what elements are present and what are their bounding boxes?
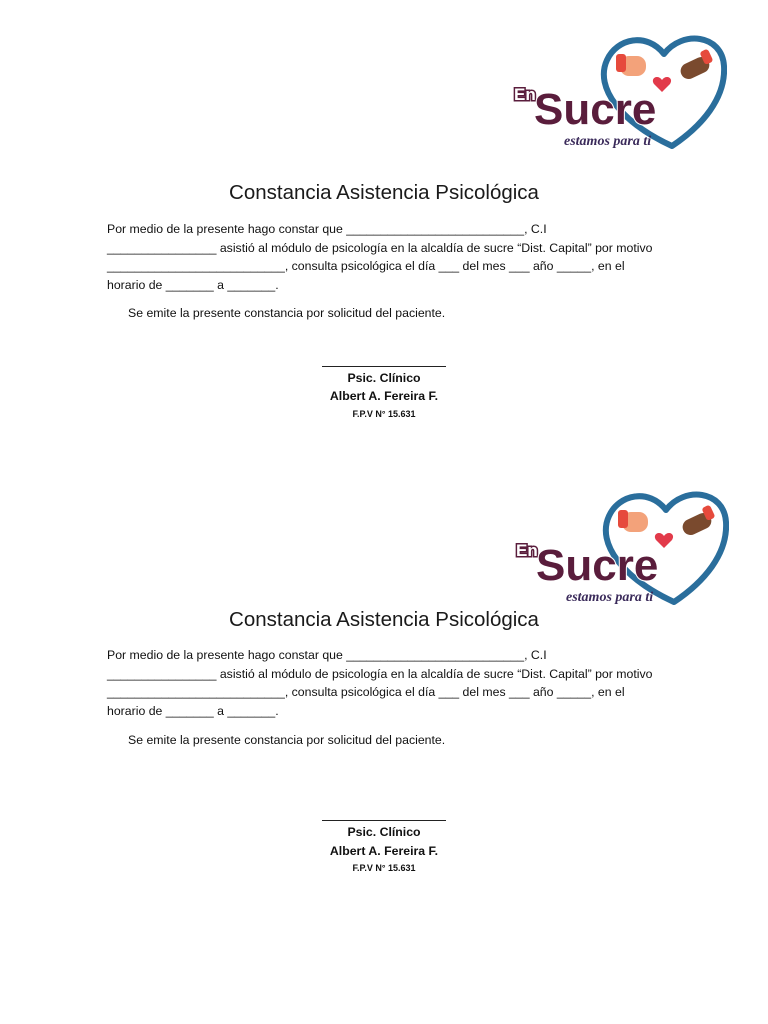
- body-line: Por medio de la presente hago constar que __________________________, C.I: [107, 648, 547, 662]
- body-line: horario de _______ a _______.: [107, 704, 279, 719]
- certificate-body: [107, 646, 661, 721]
- issued-note: Se emite la presente constancia por solicitud del paciente.: [128, 306, 446, 320]
- body-line: __________________________, consulta psicológica el día ___ del mes ___ año _____, en el: [107, 259, 625, 274]
- signer-license: F.P.V N° 15.631: [352, 863, 416, 873]
- svg-text:estamos para ti: estamos para ti: [564, 134, 652, 149]
- body-line: __________________________, consulta psicológica el día ___ del mes ___ año _____, en el: [107, 685, 625, 700]
- svg-text:estamos para ti: estamos para ti: [566, 590, 654, 605]
- signer-name: Albert A. Fereira F.: [329, 389, 439, 403]
- svg-text:En: En: [514, 85, 536, 104]
- body-line: Por medio de la presente hago constar que __________________________, C.I: [107, 222, 547, 236]
- document-title: Constancia Asistencia Psicológica: [229, 181, 539, 204]
- svg-text:Sucre: Sucre: [536, 541, 659, 590]
- certificate-body: [107, 220, 661, 295]
- signature-line: [322, 366, 446, 367]
- body-line: ________________ asistió al módulo de psicología en la alcaldía de sucre “Dist. Capital” por motivo: [107, 240, 653, 255]
- document-title: Constancia Asistencia Psicológica: [229, 608, 539, 631]
- signature-line: [322, 820, 446, 821]
- issued-note: Se emite la presente constancia por solicitud del paciente.: [128, 733, 446, 747]
- body-line: ________________ asistió al módulo de psicología en la alcaldía de sucre “Dist. Capital” por motivo: [107, 666, 653, 681]
- en-sucre-logo: [514, 484, 729, 606]
- svg-text:En: En: [516, 541, 538, 560]
- svg-text:Sucre: Sucre: [534, 85, 657, 134]
- signer-license: F.P.V N° 15.631: [352, 409, 416, 419]
- heart-logo-icon: [512, 28, 727, 150]
- signer-name: Albert A. Fereira F.: [329, 844, 439, 858]
- en-sucre-logo: [512, 28, 727, 150]
- signer-role: Psic. Clínico: [347, 371, 421, 385]
- heart-logo-icon: [514, 484, 729, 606]
- body-line: horario de _______ a _______.: [107, 278, 279, 293]
- signer-role: Psic. Clínico: [347, 825, 421, 839]
